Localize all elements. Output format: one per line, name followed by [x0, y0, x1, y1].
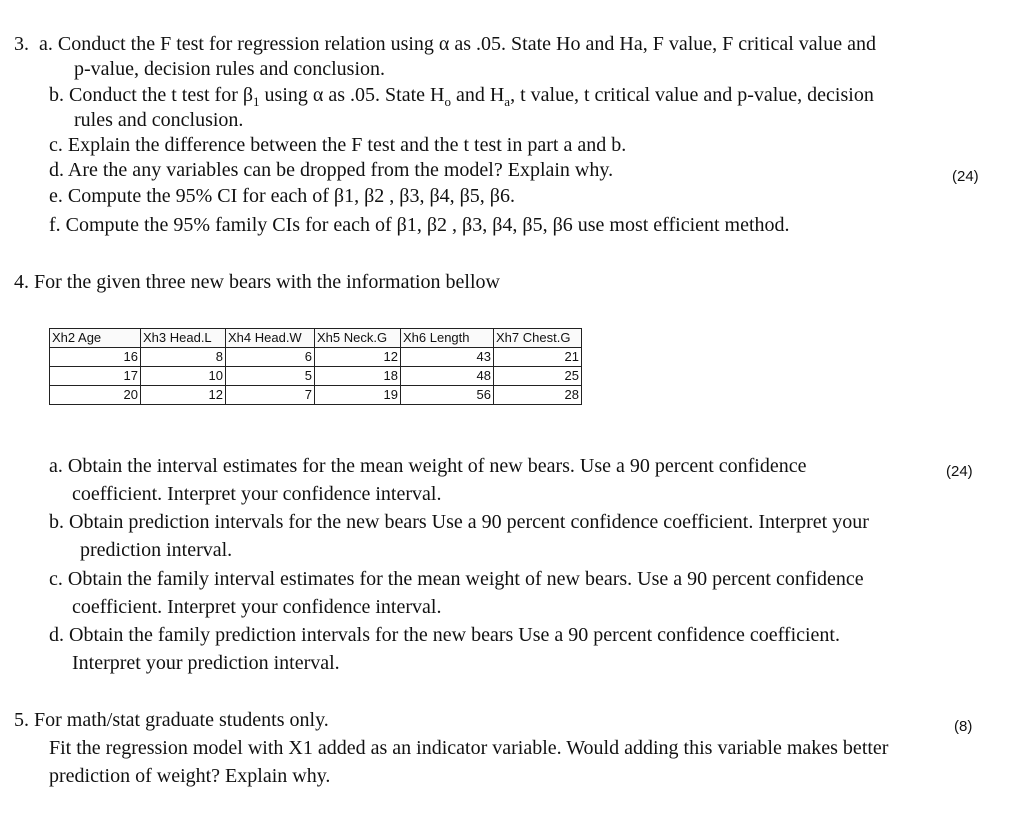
table-header: Xh6 Length — [401, 329, 494, 348]
table-header: Xh3 Head.L — [141, 329, 226, 348]
table-header-row — [50, 329, 582, 348]
q3-part-a-line2: p-value, decision rules and conclusion. — [74, 58, 386, 80]
table-cell: 21 — [494, 348, 582, 367]
q4-part-b-line2: prediction interval. — [80, 539, 233, 561]
q3-part-f: f. Compute the 95% family CIs for each of β1, β2 , β3, β4, β5, β6 use most efficient method. — [49, 214, 790, 236]
q3-number: 3. — [14, 33, 29, 55]
table-cell: 20 — [50, 386, 141, 405]
q3-line-a1 — [14, 32, 876, 57]
table-cell: 18 — [315, 367, 401, 386]
q3-part-e: e. Compute the 95% CI for each of β1, β2 , β3, β4, β5, β6. — [49, 185, 515, 207]
q4-part-c-line1: c. Obtain the family interval estimates for the mean weight of new bears. Use a 90 percent confidence — [49, 568, 864, 590]
q3-marks: (24) — [952, 168, 979, 185]
q3-b-text2: using α as .05. State H — [259, 84, 445, 106]
q4-part-a-line1: a. Obtain the interval estimates for the mean weight of new bears. Use a 90 percent confidence — [49, 455, 807, 477]
q3-b-text4: , t value, t critical value and p-value, decision — [510, 84, 874, 106]
q3-b-sub-o: o — [444, 94, 451, 109]
table-header: Xh7 Chest.G — [494, 329, 582, 348]
q3-part-c: c. Explain the difference between the F test and the t test in part a and b. — [49, 134, 627, 156]
q3-part-a-line1: a. Conduct the F test for regression relation using α as .05. State Ho and Ha, F value, F critical value and — [39, 33, 876, 55]
table-cell: 56 — [401, 386, 494, 405]
table-cell: 16 — [50, 348, 141, 367]
table-cell: 6 — [226, 348, 315, 367]
q3-part-b-line2: rules and conclusion. — [74, 109, 244, 131]
q4-part-c-line2: coefficient. Interpret your confidence interval. — [72, 596, 442, 618]
table-cell: 7 — [226, 386, 315, 405]
table-cell: 19 — [315, 386, 401, 405]
q4-part-a-line2: coefficient. Interpret your confidence interval. — [72, 483, 442, 505]
q4-intro: 4. For the given three new bears with the information bellow — [14, 271, 500, 293]
table-header: Xh4 Head.W — [226, 329, 315, 348]
table-header: Xh5 Neck.G — [315, 329, 401, 348]
q5-line3: prediction of weight? Explain why. — [49, 765, 331, 787]
table-cell: 12 — [315, 348, 401, 367]
table-cell: 25 — [494, 367, 582, 386]
table-row — [50, 348, 582, 367]
table-cell: 5 — [226, 367, 315, 386]
q3-part-d: d. Are the any variables can be dropped from the model? Explain why. — [49, 159, 614, 181]
q3-b-text1: b. Conduct the t test for β — [49, 84, 254, 106]
table-cell: 8 — [141, 348, 226, 367]
q5-line2: Fit the regression model with X1 added as an indicator variable. Would adding this variable makes better — [49, 737, 889, 759]
bears-table — [49, 328, 582, 405]
table-row — [50, 367, 582, 386]
table-row — [50, 386, 582, 405]
q5-line1: 5. For math/stat graduate students only. — [14, 709, 329, 731]
table-cell: 10 — [141, 367, 226, 386]
q4-part-d-line1: d. Obtain the family prediction intervals for the new bears Use a 90 percent confidence coefficient. — [49, 624, 840, 646]
q5-marks: (8) — [954, 718, 973, 735]
q4-marks: (24) — [946, 463, 973, 480]
q4-part-b-line1: b. Obtain prediction intervals for the new bears Use a 90 percent confidence coefficient. Interpret your — [49, 511, 869, 533]
table-cell: 28 — [494, 386, 582, 405]
q3-b-sub1: 1 — [253, 94, 260, 109]
table-cell: 12 — [141, 386, 226, 405]
q3-b-sub-a: a — [504, 94, 511, 109]
q3-b-text3: and H — [450, 84, 505, 106]
table-cell: 17 — [50, 367, 141, 386]
table-header: Xh2 Age — [50, 329, 141, 348]
q4-part-d-line2: Interpret your prediction interval. — [72, 652, 340, 674]
table-cell: 48 — [401, 367, 494, 386]
table-cell: 43 — [401, 348, 494, 367]
